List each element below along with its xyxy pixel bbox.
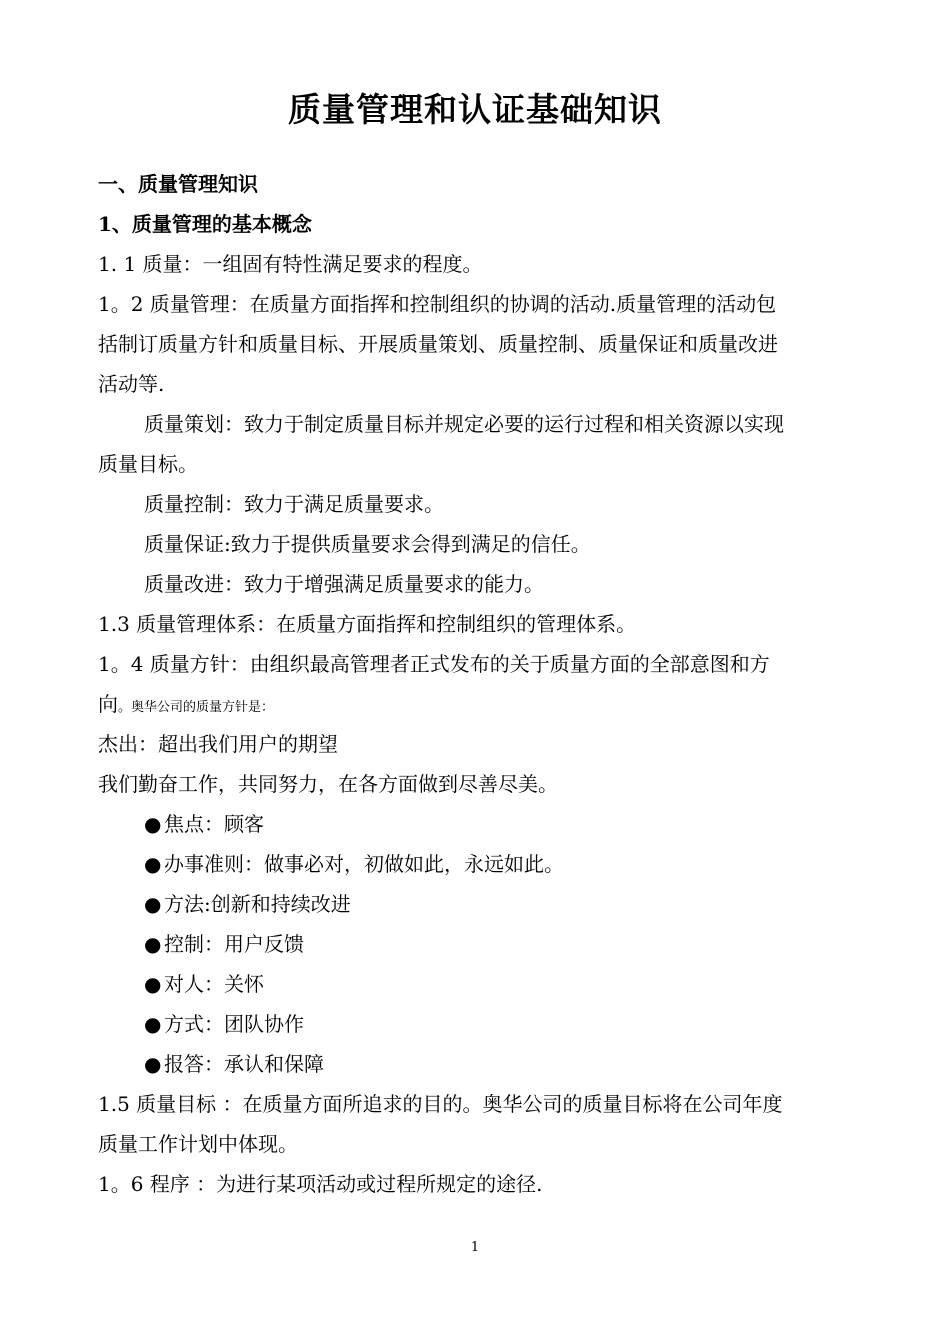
bullet-icon: ●: [144, 1012, 162, 1036]
document-title: 质量管理和认证基础知识: [288, 90, 662, 129]
quality-control: 质量控制：致力于满足质量要求。: [144, 492, 444, 516]
definition-quality-policy-line-1: 1。4 质量方针：由组织最高管理者正式发布的关于质量方面的全部意图和方: [98, 652, 770, 676]
bullet-item: [98, 804, 868, 844]
policy-effort: 我们勤奋工作，共同努力，在各方面做到尽善尽美。: [98, 772, 558, 796]
bullet-item: [98, 884, 868, 924]
definition-quality-objective-line-2: 质量工作计划中体现。: [98, 1132, 298, 1156]
bullet-item: [98, 964, 868, 1004]
definition-quality-management-line-1: 1。2 质量管理：在质量方面指挥和控制组织的协调的活动.质量管理的活动包: [98, 292, 777, 316]
section-heading: 一、质量管理知识: [98, 172, 258, 196]
bullet-icon: ●: [144, 812, 162, 836]
quality-planning-line-2: 质量目标。: [98, 452, 198, 476]
quality-policy-intro: 。奥华公司的质量方针是：: [118, 700, 275, 715]
quality-planning-line-1: 质量策划：致力于制定质量目标并规定必要的运行过程和相关资源以实现: [144, 412, 784, 436]
definition-quality: 1. 1 质量：一组固有特性满足要求的程度。: [98, 252, 483, 276]
bullet-icon: ●: [144, 892, 162, 916]
definition-quality-policy-line-2: [98, 684, 868, 724]
bullet-text: 方法:创新和持续改进: [164, 892, 351, 916]
bullet-text: 控制：用户反馈: [164, 932, 304, 956]
bullet-item: [98, 1044, 868, 1084]
definition-quality-management-system: 1.3 质量管理体系：在质量方面指挥和控制组织的管理体系。: [98, 612, 637, 636]
quality-policy-direction: 向: [98, 692, 118, 716]
policy-excellence: 杰出：超出我们用户的期望: [98, 732, 338, 756]
bullet-text: 报答：承认和保障: [164, 1052, 324, 1076]
bullet-icon: ●: [144, 852, 162, 876]
bullet-item: [98, 924, 868, 964]
bullet-text: 办事准则：做事必对，初做如此，永远如此。: [164, 852, 564, 876]
definition-quality-management-line-2: 括制订质量方针和质量目标、开展质量策划、质量控制、质量保证和质量改进: [98, 332, 778, 356]
subsection-heading: 1、质量管理的基本概念: [98, 212, 312, 236]
bullet-icon: ●: [144, 972, 162, 996]
page-number: 1: [470, 1240, 480, 1255]
bullet-item: [98, 844, 868, 884]
document-body: [98, 164, 868, 1204]
bullet-text: 焦点：顾客: [164, 812, 264, 836]
bullet-item: [98, 1004, 868, 1044]
quality-improvement: 质量改进：致力于增强满足质量要求的能力。: [144, 572, 544, 596]
definition-quality-management-line-3: 活动等.: [98, 372, 165, 396]
bullet-text: 对人：关怀: [164, 972, 264, 996]
bullet-text: 方式：团队协作: [164, 1012, 304, 1036]
definition-quality-objective-line-1: 1.5 质量目标 ：在质量方面所追求的目的。奥华公司的质量目标将在公司年度: [98, 1092, 783, 1116]
definition-procedure: 1。6 程序 ：为进行某项活动或过程所规定的途径.: [98, 1172, 543, 1196]
quality-assurance: 质量保证:致力于提供质量要求会得到满足的信任。: [144, 532, 591, 556]
bullet-icon: ●: [144, 1052, 162, 1076]
bullet-icon: ●: [144, 932, 162, 956]
